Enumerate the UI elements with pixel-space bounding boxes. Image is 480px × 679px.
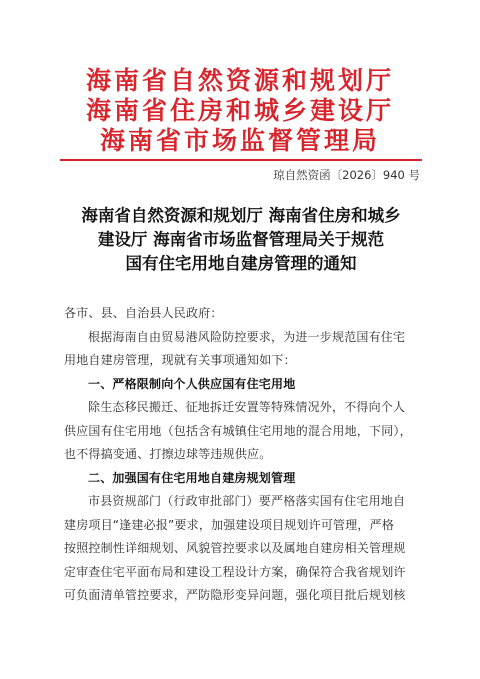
agency-header <box>0 66 480 156</box>
agency-name: 海南省市场监督管理局 <box>99 126 380 155</box>
section-heading: 一、严格限制向个人供应国有住宅用地 <box>88 376 296 391</box>
paragraph-line: 定审查住宅平面布局和建设工程设计方案，确保符合我省规划许 <box>64 564 406 579</box>
document-title <box>60 204 422 276</box>
paragraph-line: 可负面清单管控要求，严防隐形变异问题，强化项目批后规划核 <box>64 588 406 602</box>
paragraph-line: 除生态移民搬迁、征地拆迁安置等特殊情况外，不得向个人 <box>88 400 406 414</box>
paragraph-line: 建房项目“逢建必报”要求，加强建设项目规划许可管理，严格 <box>64 517 395 532</box>
paragraph-line: 按照控制性详细规划、风貌管控要求以及属地自建房相关管理规 <box>64 541 406 555</box>
intro-line: 根据海南自由贸易港风险防控要求，为进一步规范国有住宅 <box>88 329 406 344</box>
section-heading: 二、加强国有住宅用地自建房规划管理 <box>88 470 296 485</box>
paragraph-line: 市县资规部门（行政审批部门）要严格落实国有住宅用地自 <box>88 494 406 508</box>
paragraph-line: 供应国有住宅用地（包括含有城镇住宅用地的混合用地，下同）， <box>64 423 412 438</box>
agency-name: 海南省住房和城乡建设厅 <box>85 96 394 125</box>
addressee: 各市、县、自治县人民政府： <box>64 306 223 320</box>
title-line: 海南省自然资源和规划厅 海南省住房和城乡 <box>81 206 401 225</box>
intro-line: 用地自建房管理，现就有关事项通知如下： <box>64 353 296 367</box>
title-line: 建设厅 海南省市场监督管理局关于规范 <box>97 230 385 249</box>
document-body <box>64 302 424 608</box>
agency-name: 海南省自然资源和规划厅 <box>85 66 394 95</box>
document-number: 琼自然资函〔2026〕940 号 <box>273 168 420 182</box>
red-divider-line <box>60 159 422 161</box>
title-line: 国有住宅用地自建房管理的通知 <box>125 254 357 273</box>
paragraph-line: 也不得搞变通、打擦边球等违规供应。 <box>64 447 272 461</box>
